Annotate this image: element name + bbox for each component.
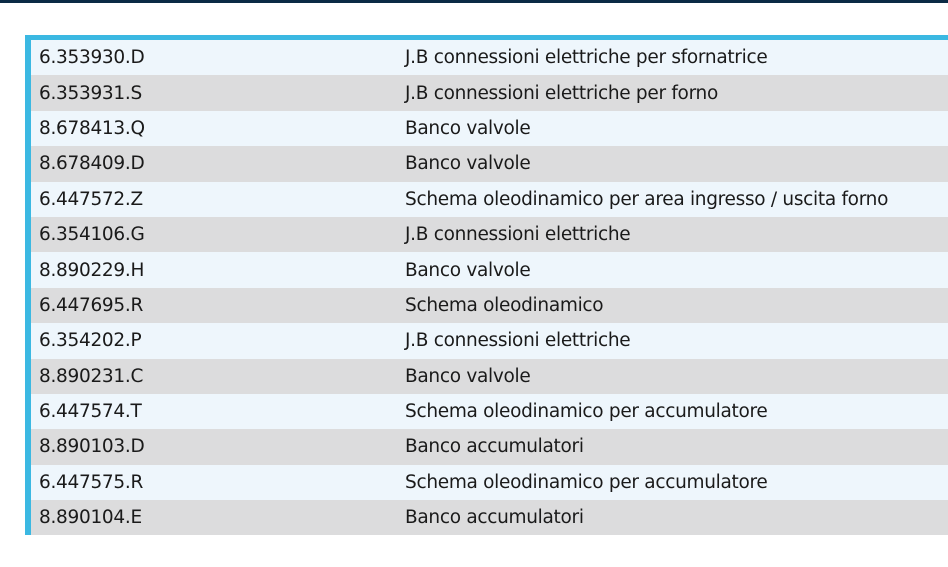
part-code-cell: 8.890104.E (31, 500, 397, 535)
part-description-cell: Banco accumulatori (397, 500, 948, 535)
part-description-cell: J.B connessioni elettriche (397, 217, 948, 252)
part-description-cell: J.B connessioni elettriche per sfornatrice (397, 40, 948, 75)
part-description-cell: Banco valvole (397, 359, 948, 394)
part-description-cell: Banco valvole (397, 252, 948, 287)
table-row (31, 394, 948, 429)
part-description-cell: Banco valvole (397, 111, 948, 146)
part-code-cell: 6.354106.G (31, 217, 397, 252)
table-row (31, 40, 948, 75)
table-row (31, 359, 948, 394)
parts-table (31, 40, 948, 535)
part-code-cell: 6.447575.R (31, 465, 397, 500)
part-description-cell: Schema oleodinamico (397, 288, 948, 323)
part-code-cell: 6.447695.R (31, 288, 397, 323)
part-code-cell: 6.354202.P (31, 323, 397, 358)
part-description-cell: Banco valvole (397, 146, 948, 181)
part-code-cell: 6.447572.Z (31, 182, 397, 217)
part-description-cell: Schema oleodinamico per accumulatore (397, 394, 948, 429)
part-code-cell: 6.447574.T (31, 394, 397, 429)
table-row (31, 288, 948, 323)
part-code-cell: 8.890229.H (31, 252, 397, 287)
parts-table-container (25, 35, 948, 535)
table-row (31, 500, 948, 535)
top-header-bar (0, 0, 948, 3)
part-code-cell: 8.678409.D (31, 146, 397, 181)
part-code-cell: 8.890231.C (31, 359, 397, 394)
part-description-cell: Schema oleodinamico per area ingresso / uscita forno (397, 182, 948, 217)
table-row (31, 182, 948, 217)
part-description-cell: J.B connessioni elettriche per forno (397, 75, 948, 110)
table-row (31, 323, 948, 358)
part-code-cell: 6.353931.S (31, 75, 397, 110)
table-row (31, 429, 948, 464)
table-row (31, 146, 948, 181)
part-description-cell: Schema oleodinamico per accumulatore (397, 465, 948, 500)
table-row (31, 252, 948, 287)
part-code-cell: 8.890103.D (31, 429, 397, 464)
parts-table-body (31, 40, 948, 535)
part-description-cell: Banco accumulatori (397, 429, 948, 464)
part-code-cell: 8.678413.Q (31, 111, 397, 146)
part-code-cell: 6.353930.D (31, 40, 397, 75)
table-row (31, 465, 948, 500)
table-row (31, 217, 948, 252)
part-description-cell: J.B connessioni elettriche (397, 323, 948, 358)
table-row (31, 75, 948, 110)
table-row (31, 111, 948, 146)
